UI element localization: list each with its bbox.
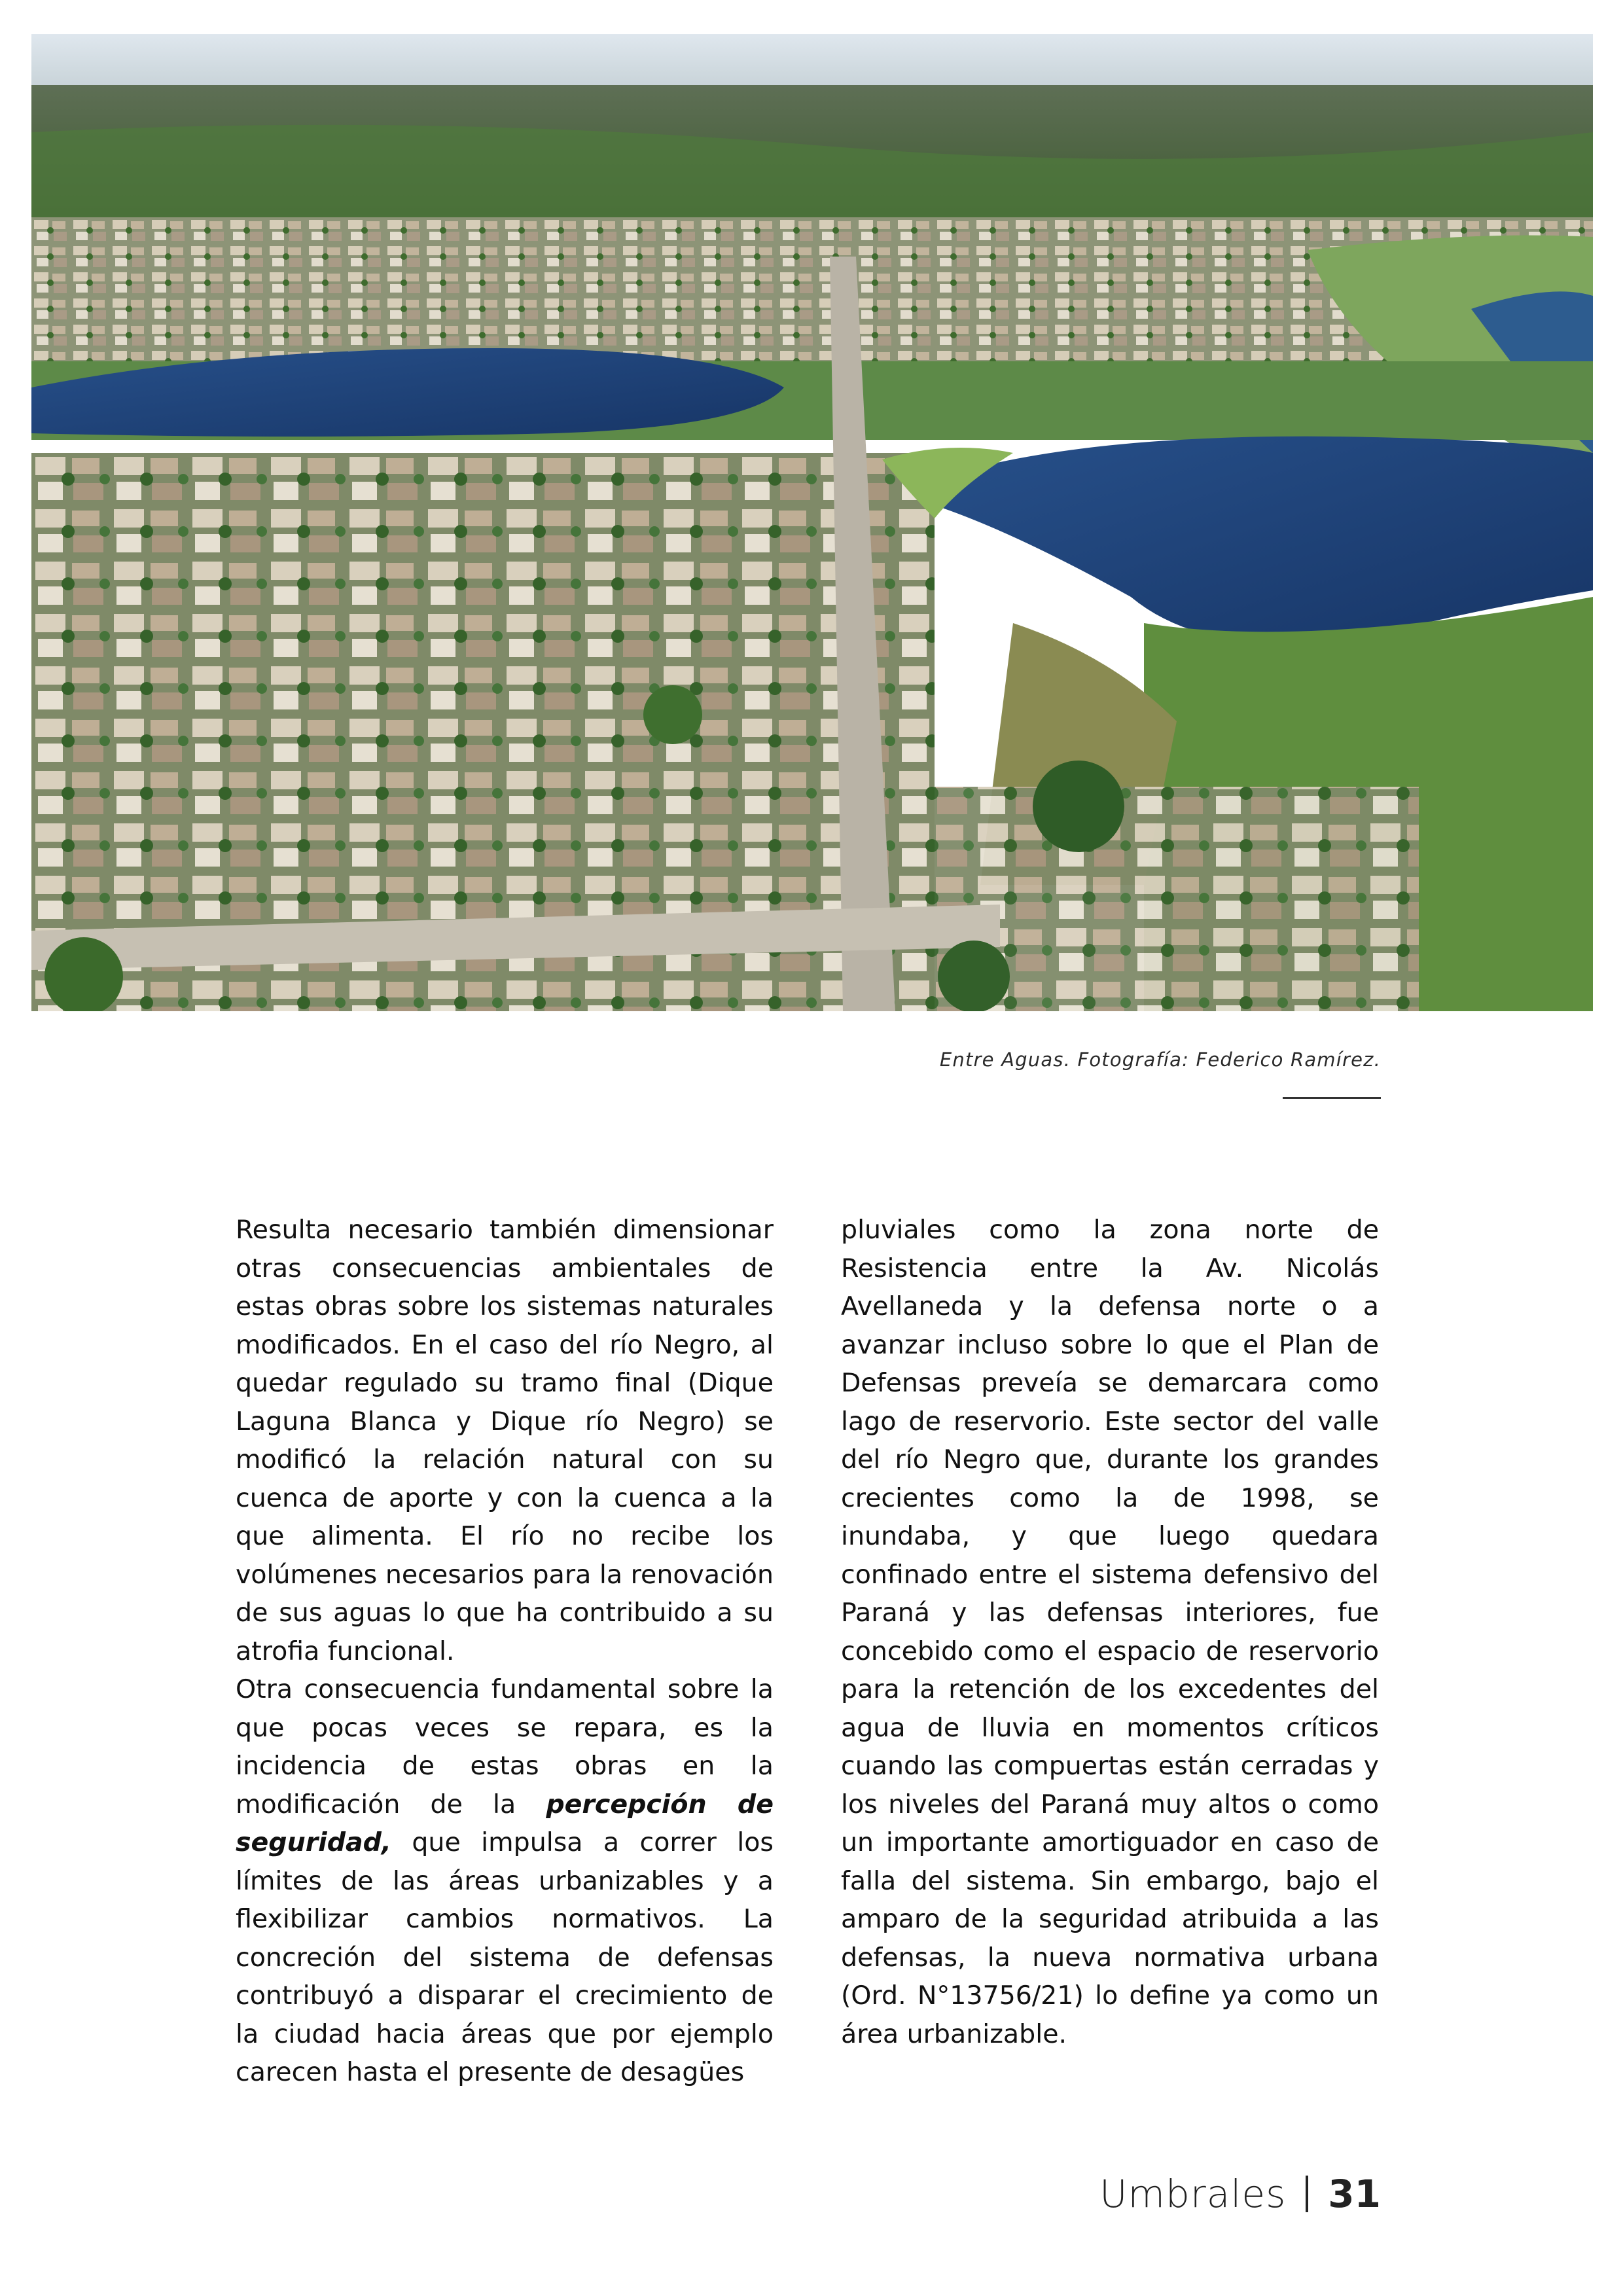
caption-divider (1283, 1097, 1381, 1099)
body-column-left (236, 1211, 774, 2092)
page-footer (1099, 2172, 1381, 2216)
text-run: Otra consecuencia fundamental sobre la que pocas veces se repara, es la incidencia de estas obras en la modificación de la (236, 1674, 774, 1820)
body-column-right (841, 1211, 1379, 2053)
publication-name: Umbrales (1099, 2172, 1287, 2216)
paragraph (236, 1670, 774, 2092)
photo-caption: Entre Aguas. Fotografía: Federico Ramírez. (939, 1049, 1381, 1071)
text-run: que impulsa a correr los límites de las áreas urbanizables y a flexibilizar cambios normativos. La concreción del sistema de defensas contribuyó a disparar el crecimiento de la ciudad hacia áreas que por ejemplo carecen hasta el presente de desagües (236, 1827, 774, 2087)
aerial-landscape-illustration (31, 34, 1593, 1011)
emphasized-term: percepción de seguridad, (236, 1789, 774, 1857)
paragraph: Resulta necesario también dimensionar otras consecuencias ambientales de estas obras sobre los sistemas naturales modificados. En el caso del río Negro, al quedar regulado su tramo final (Dique Laguna Blanca y Dique río Negro) se modificó la relación natural con su cuenca de aporte y con la cuenca a la que alimenta. El río no recibe los volúmenes necesarios para la renovación de sus aguas lo que ha contribuido a su atrofia funcional. (236, 1215, 774, 1666)
page-number: 31 (1328, 2172, 1381, 2216)
aerial-photo (31, 34, 1593, 1011)
paragraph: pluviales como la zona norte de Resistencia entre la Av. Nicolás Avellaneda y la defensa norte o a avanzar incluso sobre lo que el Plan de Defensas preveía se demarcara como lago de reservorio. Este sector del valle del río Negro que, durante los grandes crecientes como la de 1998, se inundaba, y que luego quedara confinado entre el sistema defensivo del Paraná y las defensas interiores, fue concebido como el espacio de reservorio para la retención de los excedentes del agua de lluvia en momentos críticos cuando las compuertas están cerradas y los niveles del Paraná muy altos o como un importante amortiguador en caso de falla del sistema. Sin embargo, bajo el amparo de la seguridad atribuida a las defensas, la nueva normativa urbana (Ord. N°13756/21) lo define ya como un área urbanizable. (841, 1215, 1379, 2049)
footer-separator (1306, 2176, 1308, 2212)
